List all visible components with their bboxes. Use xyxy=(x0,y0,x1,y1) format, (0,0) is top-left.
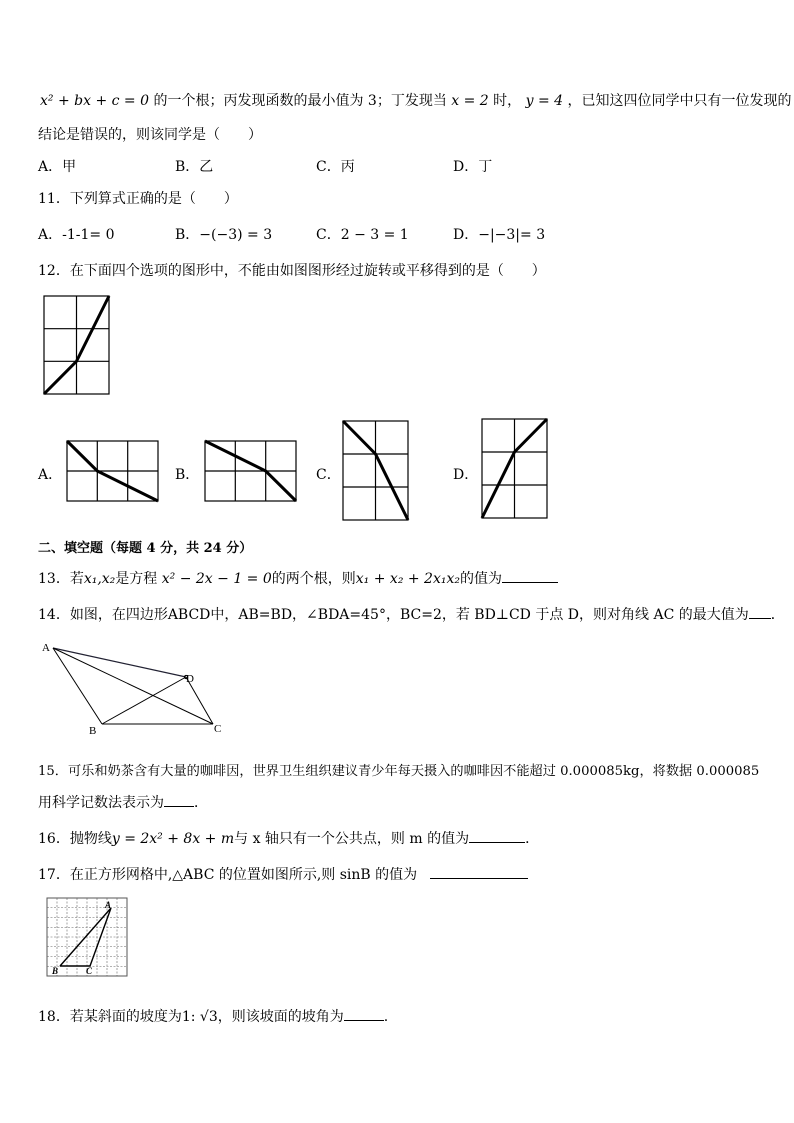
q16-answer-blank[interactable] xyxy=(469,828,525,843)
q10-x-value: x = 2 xyxy=(451,93,489,109)
q16-text-b: 与 x 轴只有一个公共点，则 m 的值为 xyxy=(234,831,470,847)
q14-label-b: B xyxy=(89,725,97,737)
q18-answer-blank[interactable] xyxy=(344,1006,384,1021)
q13-answer-blank[interactable] xyxy=(502,568,558,583)
q10-text-a: 的一个根；丙发现函数的最小值为 3；丁发现当 xyxy=(153,93,447,109)
q15-line2 xyxy=(38,792,208,812)
q10-line1 xyxy=(40,90,792,110)
q18-ratio: 1: √3 xyxy=(181,1009,218,1025)
q14-text: 14．如图，在四边形ABCD中，AB=BD，∠BDA=45°，BC=2，若 BD⊥CD 于点 D，则对角线 AC 的最大值为 xyxy=(38,607,749,623)
q18-line xyxy=(38,1006,388,1026)
q14-label-d: D xyxy=(186,673,194,685)
q11-option-c[interactable]: C．2 − 3 = 1 xyxy=(316,227,409,243)
q13-equation: x² − 2x − 1 = 0 xyxy=(161,571,272,587)
q10-option-b[interactable]: B．乙 xyxy=(175,159,214,175)
q18-text-b: ，则该坡面的坡角为 xyxy=(217,1009,344,1025)
q12-option-c-label[interactable]: C． xyxy=(316,467,341,483)
q13-line xyxy=(38,568,558,588)
q10-option-d[interactable]: D．丁 xyxy=(453,159,493,175)
q14-figure xyxy=(40,640,230,740)
q15-end: ． xyxy=(194,795,208,811)
q13-text-d: 的值为 xyxy=(459,571,502,587)
q13-vars: x₁,x₂ xyxy=(83,571,116,587)
q16-end: ． xyxy=(525,831,540,847)
q16-line xyxy=(38,828,539,848)
q17-line xyxy=(38,864,528,884)
q12-option-a-label[interactable]: A． xyxy=(38,467,63,483)
q16-text-a: 16．抛物线 xyxy=(38,831,112,847)
q14-answer-blank[interactable] xyxy=(749,604,771,619)
q10-option-a[interactable]: A．甲 xyxy=(38,159,77,175)
q10-equation: x² + bx + c = 0 xyxy=(40,93,150,109)
q17-label-a: A xyxy=(105,900,112,910)
q14-end: ． xyxy=(770,607,785,623)
q17-grid-figure xyxy=(46,897,130,979)
q10-y-value: y = 4 xyxy=(525,93,564,109)
q12-option-a-figure[interactable] xyxy=(67,441,161,503)
q15-line1: 15．可乐和奶茶含有大量的咖啡因，世界卫生组织建议青少年每天摄入的咖啡因不能超过 0.000085kg，将数据 0.000085 xyxy=(38,764,760,779)
q12-option-b-label[interactable]: B． xyxy=(175,467,200,483)
q13-text-a: 13．若 xyxy=(38,571,84,587)
q18-text-a: 18．若某斜面的坡度为 xyxy=(38,1009,182,1025)
q15-answer-blank[interactable] xyxy=(164,792,194,807)
q10-text-b: 时， xyxy=(493,93,522,109)
q14-line xyxy=(38,604,785,624)
q12-option-c-figure[interactable] xyxy=(343,421,411,523)
q10-option-c[interactable]: C．丙 xyxy=(316,159,355,175)
q10-text-c: ，已知这四位同学中只有一位发现的 xyxy=(567,93,792,109)
q12-original-figure xyxy=(44,296,112,396)
q11-option-d[interactable]: D．−|−3|= 3 xyxy=(453,227,546,243)
q17-text: 17．在正方形网格中,△ABC 的位置如图所示,则 sinB 的值为 xyxy=(38,867,418,883)
q16-equation: y = 2x² + 8x + m xyxy=(111,831,235,847)
q17-answer-blank[interactable] xyxy=(430,864,528,879)
section-title: 二、填空题（每题 4 分，共 24 分） xyxy=(38,541,253,556)
q14-label-c: C xyxy=(214,723,222,735)
q10-line2: 结论是错误的，则该同学是（ ） xyxy=(38,127,262,143)
q13-text-c: 的两个根，则 xyxy=(271,571,356,587)
q17-label-c: C xyxy=(86,966,93,976)
q15-text: 用科学记数法表示为 xyxy=(38,795,164,811)
q12-option-d-figure[interactable] xyxy=(482,419,550,521)
q13-expression: x₁ + x₂ + 2x₁x₂ xyxy=(355,571,460,587)
q18-end: . xyxy=(383,1009,389,1025)
q13-text-b: 是方程 xyxy=(115,571,158,587)
q12-stem: 12．在下面四个选项的图形中，不能由如图图形经过旋转或平移得到的是（ ） xyxy=(38,263,546,279)
q17-label-b: B xyxy=(52,966,59,976)
q14-label-a: A xyxy=(42,642,50,654)
q12-option-d-label[interactable]: D． xyxy=(453,467,479,483)
q11-stem: 11．下列算式正确的是（ ） xyxy=(38,191,238,207)
q12-option-b-figure[interactable] xyxy=(205,441,299,503)
q11-option-b[interactable]: B．−(−3) = 3 xyxy=(175,227,273,243)
q11-option-a[interactable]: A．-1-1= 0 xyxy=(38,227,115,243)
